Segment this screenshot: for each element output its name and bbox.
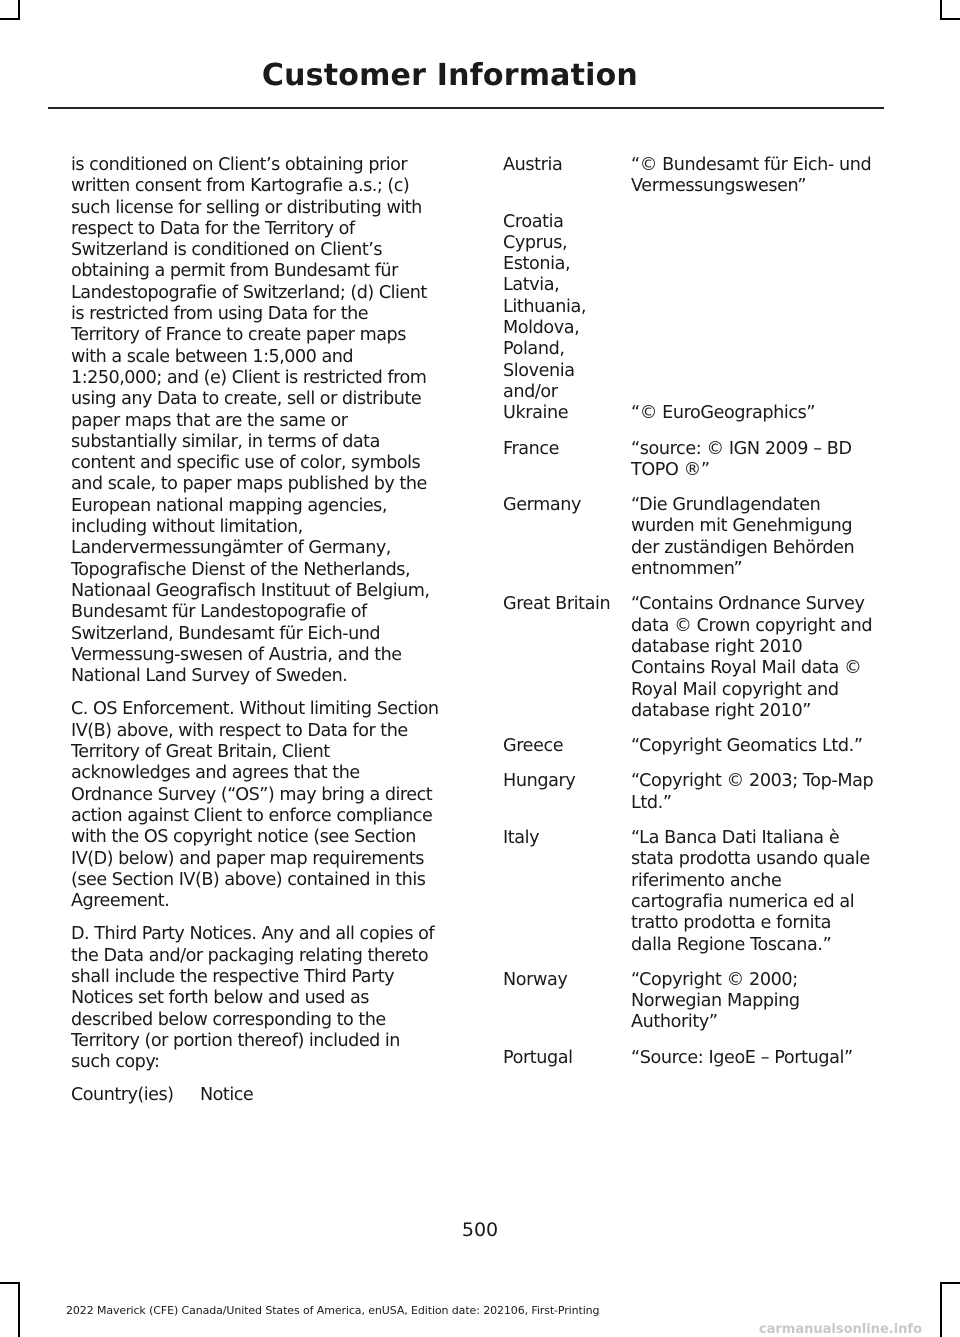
crop-mark-bottom-left xyxy=(18,1282,20,1337)
crop-mark-top-left xyxy=(18,0,20,18)
notice-cell: “Copyright © 2000; Norwegian Mapping Authority” xyxy=(631,969,800,1033)
notice-cell: “© Bundesamt für Eich- und Vermessungswesen” xyxy=(631,155,872,197)
notice-cell: “Source: IgeoE – Portugal” xyxy=(631,1047,853,1068)
paragraph-license-conditions: is conditioned on Client’s obtaining prior written consent from Kartografie a.s.; (c) such license for selling or distributing with respect to Data for the Territory of Switzerland is conditioned on Client’s obtaining a permit from Bundesamt für Landestopografie of Switzerland; (d) Client is restricted from using Data for the Territory of France to create paper maps with a scale between 1:5,000 and 1:250,000; and (e) Client is restricted from using any Data to create, sell or distribute paper maps that are the same or substantially similar, in terms of data content and specific use of color, symbols and scale, to paper maps published by the European national mapping agencies, including without limitation, Landervermessungämter of Germany, Topografische Dienst of the Netherlands, Nationaal Geografisch Instituut of Belgium, Bundesamt für Landestopografie of Switzerland, Bundesamt für Eich-und Vermessung-swesen of Austria, and the National Land Survey of Sweden. xyxy=(71,155,430,687)
column-header-notice: Notice xyxy=(200,1085,254,1106)
country-cell: Italy xyxy=(503,828,540,849)
notice-cell: “© EuroGeographics” xyxy=(631,403,816,424)
notices-table-header xyxy=(71,1085,441,1106)
notice-cell: “Die Grundlagendaten wurden mit Genehmigung der zuständigen Behörden entnommen” xyxy=(631,495,855,580)
table-row xyxy=(503,594,875,722)
paragraph-os-enforcement: C. OS Enforcement. Without limiting Section IV(B) above, with respect to Data for the Territory of Great Britain, Client acknowledges and agrees that the Ordnance Survey (“OS”) may bring a direct action against Client to enforce compliance with the OS copyright notice (see Section IV(D) below) and paper map requirements (see Section IV(B) above) contained in this Agreement. xyxy=(71,699,439,912)
notice-cell: “Copyright Geomatics Ltd.” xyxy=(631,736,863,757)
table-row xyxy=(503,439,875,482)
table-row xyxy=(503,495,875,580)
notice-cell: “source: © IGN 2009 – BD TOPO ®” xyxy=(631,438,852,480)
table-row xyxy=(503,970,875,1034)
crop-mark-bottom-right xyxy=(940,1282,942,1337)
country-cell: Germany xyxy=(503,495,582,516)
country-cell: Norway xyxy=(503,969,568,990)
column-header-country: Country(ies) xyxy=(71,1085,174,1106)
crop-mark-top-right xyxy=(940,0,942,18)
paragraph-third-party-notices: D. Third Party Notices. Any and all copies of the Data and/or packaging relating thereto shall include the respective Third Party Notices set forth below and used as described below corresponding to the Territory (or portion thereof) included in such copy: xyxy=(71,924,435,1073)
watermark: carmanualsonline.info xyxy=(758,1322,922,1337)
notice-cell: “La Banca Dati Italiana è stata prodotta usando quale riferimento anche cartografia numerica ed al tratto prodotta e fornita dalla Regione Toscana.” xyxy=(631,828,870,955)
country-cell: France xyxy=(503,438,560,459)
country-cell: Croatia Cyprus, Estonia, Latvia, Lithuania, Moldova, Poland, Slovenia and/or Ukraine xyxy=(503,211,587,424)
country-cell: Great Britain xyxy=(503,594,611,615)
country-cell: Portugal xyxy=(503,1047,573,1068)
left-column xyxy=(71,155,441,1119)
table-row xyxy=(503,828,875,956)
notices-table xyxy=(503,155,875,1083)
crop-mark-top-left-h xyxy=(0,18,20,20)
crop-mark-bottom-right-h xyxy=(940,1282,960,1284)
table-row xyxy=(503,771,875,814)
notice-cell: “Contains Ordnance Survey data © Crown copyright and database right 2010 Contains Royal Mail data © Royal Mail copyright and database right 2010” xyxy=(631,594,873,721)
page-number: 500 xyxy=(461,1219,499,1241)
table-row xyxy=(503,1048,875,1069)
header-divider xyxy=(48,107,884,109)
table-row xyxy=(503,212,875,425)
country-cell: Greece xyxy=(503,736,564,757)
crop-mark-top-right-h xyxy=(940,18,960,20)
country-cell: Hungary xyxy=(503,771,576,792)
notice-cell: “Copyright © 2003; Top-Map Ltd.” xyxy=(631,771,874,813)
footer-edition-info: 2022 Maverick (CFE) Canada/United States of America, enUSA, Edition date: 202106, First-Printing xyxy=(66,1304,600,1317)
table-row xyxy=(503,155,875,198)
page-title: Customer Information xyxy=(261,58,638,93)
crop-mark-bottom-left-h xyxy=(0,1282,20,1284)
table-row xyxy=(503,736,875,757)
country-cell: Austria xyxy=(503,155,563,175)
